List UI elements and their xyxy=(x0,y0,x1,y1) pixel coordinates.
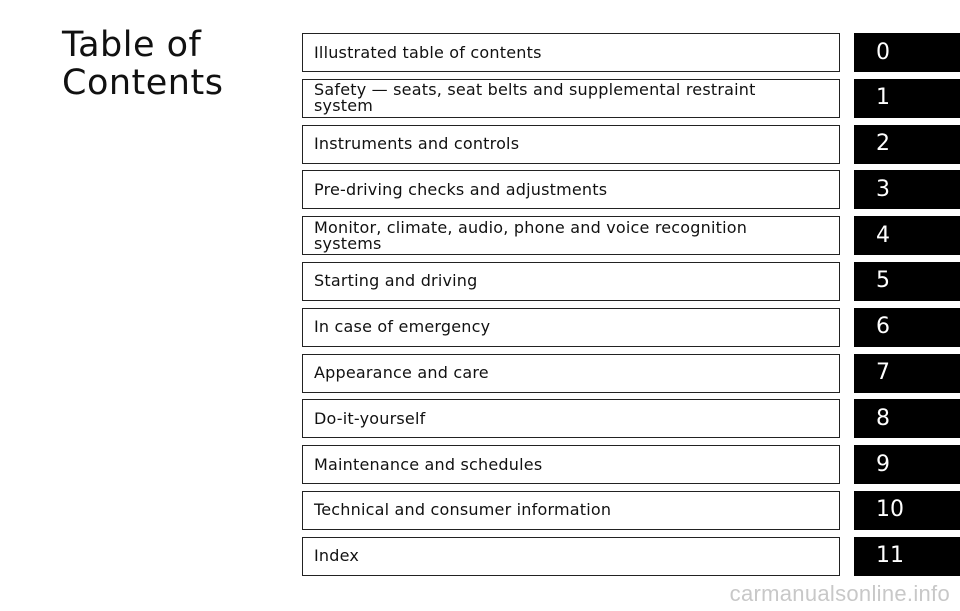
toc-row xyxy=(302,354,960,393)
page-title-line-2: Contents xyxy=(62,63,224,103)
toc-entry-maintenance[interactable] xyxy=(302,445,840,484)
section-tab-7[interactable] xyxy=(854,354,960,393)
toc-row xyxy=(302,308,960,347)
toc-entry-do-it-yourself[interactable] xyxy=(302,399,840,438)
section-tab-number: 5 xyxy=(876,268,890,294)
section-tab-number: 8 xyxy=(876,405,890,431)
section-tab-number: 7 xyxy=(876,360,890,386)
section-tab-number: 2 xyxy=(876,131,890,157)
toc-entry-label: Instruments and controls xyxy=(314,134,520,154)
toc-list xyxy=(302,33,960,583)
toc-entry-appearance-care[interactable] xyxy=(302,354,840,393)
section-tab-number: 1 xyxy=(876,85,890,111)
toc-row xyxy=(302,216,960,255)
toc-row xyxy=(302,399,960,438)
toc-entry-label: Safety — seats, seat belts and supplemental restraint system xyxy=(314,80,756,116)
section-tab-9[interactable] xyxy=(854,445,960,484)
toc-entry-label: Illustrated table of contents xyxy=(314,42,542,62)
section-tab-5[interactable] xyxy=(854,262,960,301)
section-tab-number: 6 xyxy=(876,314,890,340)
toc-row xyxy=(302,445,960,484)
section-tab-0[interactable] xyxy=(854,33,960,72)
toc-row xyxy=(302,537,960,576)
section-tab-number: 11 xyxy=(876,543,904,569)
toc-row xyxy=(302,79,960,118)
section-tab-6[interactable] xyxy=(854,308,960,347)
toc-entry-label: In case of emergency xyxy=(314,317,491,337)
toc-entry-illustrated-toc[interactable] xyxy=(302,33,840,72)
section-tab-number: 10 xyxy=(876,497,904,523)
section-tab-3[interactable] xyxy=(854,170,960,209)
section-tab-10[interactable] xyxy=(854,491,960,530)
toc-row xyxy=(302,125,960,164)
section-tab-11[interactable] xyxy=(854,537,960,576)
toc-row xyxy=(302,262,960,301)
toc-entry-instruments[interactable] xyxy=(302,125,840,164)
section-tab-number: 3 xyxy=(876,176,890,202)
toc-entry-technical-info[interactable] xyxy=(302,491,840,530)
section-tab-number: 4 xyxy=(876,222,890,248)
toc-row xyxy=(302,33,960,72)
page-title xyxy=(62,26,223,102)
toc-entry-label: Starting and driving xyxy=(314,271,478,291)
toc-entry-pre-driving[interactable] xyxy=(302,170,840,209)
toc-row xyxy=(302,170,960,209)
toc-entry-label: Appearance and care xyxy=(314,363,489,383)
page-title-line-1: Table of xyxy=(62,25,202,65)
toc-entry-label: Technical and consumer information xyxy=(314,500,612,520)
toc-entry-safety[interactable] xyxy=(302,79,840,118)
toc-entry-label: Index xyxy=(314,546,360,566)
section-tab-8[interactable] xyxy=(854,399,960,438)
toc-entry-label: Pre-driving checks and adjustments xyxy=(314,179,608,199)
watermark: carmanualsonline.info xyxy=(729,581,950,606)
section-tab-1[interactable] xyxy=(854,79,960,118)
toc-entry-emergency[interactable] xyxy=(302,308,840,347)
toc-entry-monitor-climate[interactable] xyxy=(302,216,840,255)
section-tab-number: 0 xyxy=(876,39,890,65)
section-tab-2[interactable] xyxy=(854,125,960,164)
section-tab-4[interactable] xyxy=(854,216,960,255)
toc-row xyxy=(302,491,960,530)
toc-entry-index[interactable] xyxy=(302,537,840,576)
toc-entry-label: Do-it-yourself xyxy=(314,408,426,428)
section-tab-number: 9 xyxy=(876,451,890,477)
toc-entry-label: Monitor, climate, audio, phone and voice recognition systems xyxy=(314,217,748,253)
toc-entry-starting-driving[interactable] xyxy=(302,262,840,301)
toc-entry-label: Maintenance and schedules xyxy=(314,454,543,474)
